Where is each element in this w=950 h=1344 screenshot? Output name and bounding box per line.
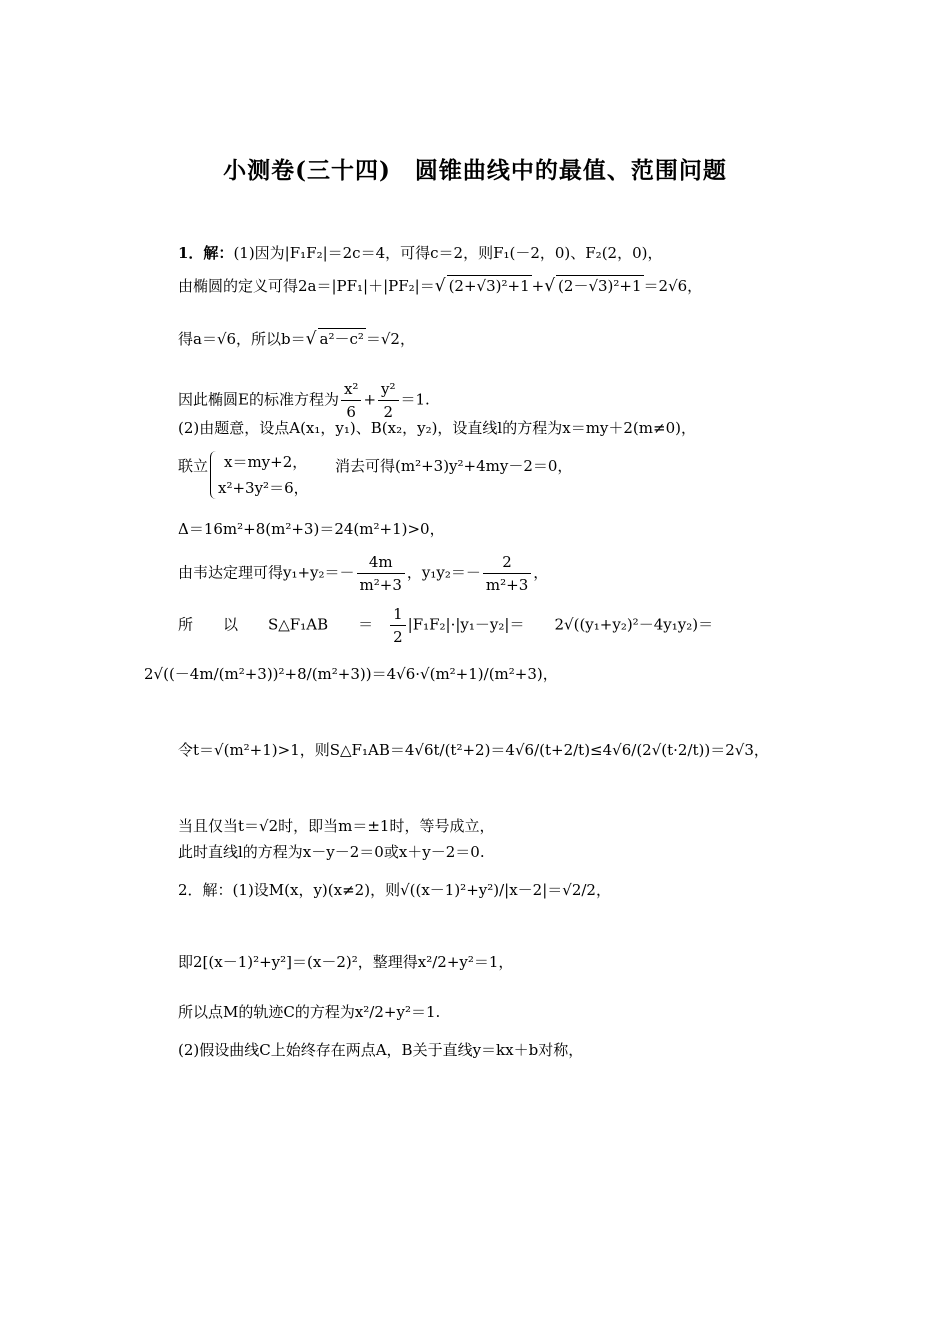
q1-l6-post: 消去可得(m²+3)y²+4my－2＝0， (335, 457, 573, 475)
q1-l3-text: 得a＝√6，所以b＝ (178, 330, 306, 348)
root-icon: √ (305, 329, 317, 349)
q1-line7: Δ＝16m²+8(m²+3)＝24(m²+1)>0， (178, 520, 445, 538)
q1-line10: 2√((－4m/(m²+3))²+8/(m²+3))＝4√6·√(m²+1)/(m²+3)， (144, 665, 558, 683)
q1-l3-radicand: a²－c² (319, 330, 364, 348)
q1-l8-mid: ，y₁y₂＝－ (406, 563, 481, 582)
q1-line3 (178, 328, 415, 349)
q1-l2-radicand1: (2+√3)²+1 (448, 277, 530, 295)
q1-line13: 此时直线l的方程为x－y－2＝0或x＋y－2＝0. (178, 843, 485, 861)
frac-num: 2 (483, 551, 531, 574)
frac-num: 1 (390, 603, 406, 626)
frac-num: x² (341, 378, 361, 401)
q2-line2: 即2[(x－1)²+y²]＝(x－2)²，整理得x²/2+y²＝1， (178, 953, 514, 971)
frac-den: 6 (346, 403, 356, 421)
q1-l8-end: ， (533, 563, 549, 582)
fraction (341, 378, 361, 423)
page-title: 小测卷(三十四) 圆锥曲线中的最值、范围问题 (223, 157, 727, 184)
q1-l6-pre: 联立 (178, 457, 209, 475)
q1-l8-pre: 由韦达定理可得y₁+y₂＝－ (178, 563, 355, 582)
q2-line4: (2)假设曲线C上始终存在两点A，B关于直线y＝kx＋b对称， (178, 1041, 584, 1059)
fraction (378, 378, 399, 423)
q1-line1 (178, 243, 663, 263)
frac-den: m²+3 (359, 576, 402, 594)
q1-line5: (2)由题意，设点A(x₁，y₁)、B(x₂，y₂)，设直线l的方程为x＝my＋2(m≠0)， (178, 419, 696, 437)
frac-den: 2 (383, 403, 394, 421)
q2-line1: 2．解：(1)设M(x，y)(x≠2)，则√((x－1)²+y²)/|x－2|＝√2/2， (178, 881, 611, 899)
q1-l6-eq1: x＝my+2， (224, 453, 308, 471)
q1-line12: 当且仅当t＝√2时，即当m＝±1时，等号成立， (178, 817, 495, 835)
q1-l2-result: ＝2√6， (643, 277, 703, 295)
fraction (390, 603, 406, 648)
q1-l2-radicand2: (2－√3)²+1 (558, 277, 642, 295)
q1-l3-result: ＝√2， (365, 330, 415, 348)
q1-l4-end: ＝1. (400, 390, 430, 409)
fraction (357, 551, 405, 596)
q1-line2: 由椭圆的定义可得2a＝|PF₁|＋|PF₂|＝√ (2+√3)²+1 +√ (2－√3)²+1 ＝2√6， (178, 276, 703, 296)
q1-label: 1．解： (178, 244, 234, 262)
q1-l9-c: 2√((y₁+y₂)²－4y₁y₂)＝ (554, 615, 714, 634)
q1-l6-eq2: x²+3y²＝6， (218, 479, 309, 497)
q1-l4-text: 因此椭圆E的标准方程为 (178, 390, 339, 409)
root-icon: √ (544, 276, 556, 296)
q2-line3: 所以点M的轨迹C的方程为x²/2+y²＝1. (178, 1003, 441, 1021)
root-icon: √ (434, 276, 446, 296)
q1-line9 (178, 603, 713, 648)
fraction (483, 551, 531, 596)
q1-line4: 因此椭圆E的标准方程为 $\frac{\text{x²}}{6}$ + $\frac{\text{y²}}{2}$ ＝1. (178, 380, 430, 421)
q1-line11: 令t＝√(m²+1)>1，则S△F₁AB＝4√6t/(t²+2)＝4√6/(t+2/t)≤4√6/(2√(t·2/t))＝2√3， (178, 741, 769, 759)
q1-l9-b: |F₁F₂|·|y₁－y₂|＝ (407, 615, 525, 634)
frac-den: m²+3 (485, 576, 529, 594)
frac-num: 4m (357, 551, 405, 574)
frac-num: y² (378, 378, 399, 401)
q1-l9-a: 所 以 S△F₁AB ＝ (178, 615, 374, 634)
frac-den: 2 (393, 628, 403, 646)
q1-line8 (178, 551, 548, 596)
q1-text: (1)因为|F₁F₂|＝2c＝4，可得c＝2，则F₁(－2，0)、F₂(2，0)， (233, 244, 663, 262)
q1-l2-text: 由椭圆的定义可得2a＝|PF₁|＋|PF₂|＝ (178, 277, 435, 295)
